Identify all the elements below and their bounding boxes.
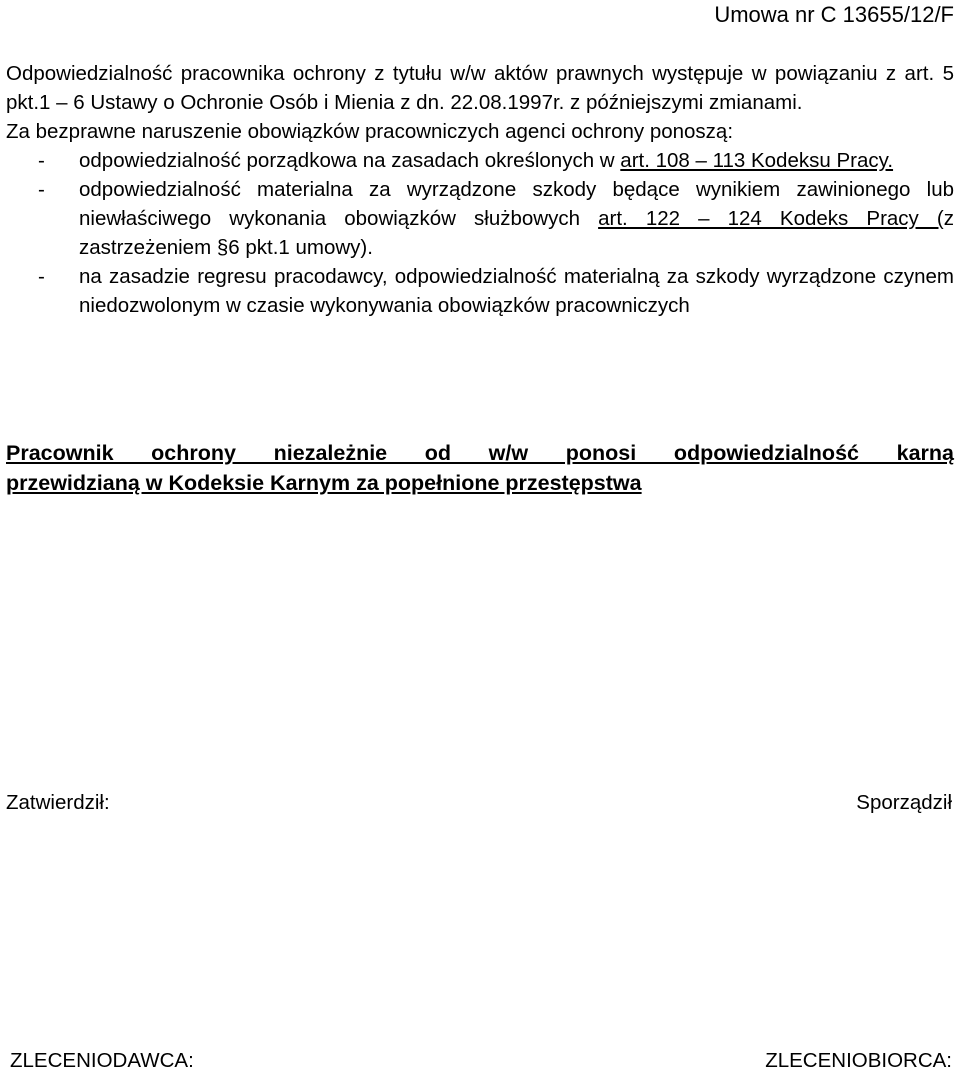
list-item-regress-liability — [6, 262, 954, 320]
list-item-material-liability — [6, 175, 954, 262]
liability-intro-paragraph: Za bezprawne naruszenie obowiązków pracowniczych agenci ochrony ponoszą: — [6, 120, 734, 143]
approved-by-label: Zatwierdził: — [6, 791, 110, 814]
list-item-text-after: z zastrzeżeniem §6 pkt.1 umowy). — [79, 207, 954, 259]
contractor-signature-label: ZLECENIOBIORCA: — [765, 1049, 952, 1072]
legal-reference: art. 108 – 113 Kodeksu Pracy. — [620, 149, 894, 172]
list-dash: - — [38, 178, 45, 201]
criminal-liability-line-1: Pracownik ochrony niezależnie od w/w ponosi odpowiedzialność karną — [6, 441, 954, 465]
list-item-disciplinary-liability — [6, 146, 954, 175]
legal-reference: art. 122 – 124 Kodeks Pracy ( — [598, 207, 944, 230]
document-body — [6, 59, 954, 320]
list-item-text: na zasadzie regresu pracodawcy, odpowiedzialność materialną za szkody wyrządzone czynem niedozwolonym w czasie wykonywania obowiązków pracowniczych — [79, 265, 954, 317]
list-item-text: odpowiedzialność porządkowa na zasadach określonych w — [79, 149, 621, 172]
client-signature-label: ZLECENIODAWCA: — [10, 1049, 194, 1072]
list-dash: - — [38, 265, 45, 288]
criminal-liability-line-2: przewidzianą w Kodeksie Karnym za popełnione przestępstwa — [6, 471, 642, 495]
list-item-text: odpowiedzialność materialna za wyrządzone szkody będące wynikiem zawinionego lub niewłaściwego wykonania obowiązków służbowych — [79, 178, 954, 230]
contract-number: Umowa nr C 13655/12/F — [714, 2, 954, 27]
liability-legal-basis-paragraph: Odpowiedzialność pracownika ochrony z tytułu w/w aktów prawnych występuje w powiązaniu z art. 5 pkt.1 – 6 Ustawy o Ochronie Osób i Mienia z dn. 22.08.1997r. z późniejszymi zmianami. — [6, 62, 954, 114]
list-dash: - — [38, 149, 45, 172]
criminal-liability-statement — [6, 438, 954, 498]
prepared-by-label: Sporządził — [856, 791, 952, 814]
